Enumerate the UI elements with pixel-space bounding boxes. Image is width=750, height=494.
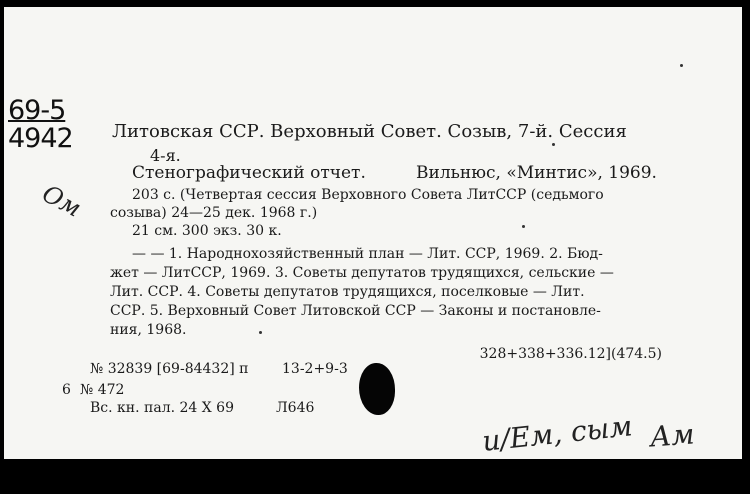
- subject-line-4: ССР. 5. Верховный Совет Литовской ССР — Законы и постановле-: [110, 303, 601, 319]
- entry-heading-continued: 4-я.: [150, 146, 181, 165]
- classification-index: 328+338+336.12](474.5): [479, 346, 662, 362]
- entry-size-line: 21 см. 300 экз. 30 к.: [132, 223, 282, 239]
- handwritten-signature: и/Ем, сым: [480, 409, 634, 458]
- entry-pages-line-2: созыва) 24—25 дек. 1968 г.): [110, 205, 318, 221]
- call-number-line-2: 4942: [8, 123, 73, 154]
- ink-blot: [359, 363, 395, 415]
- copy-number: № 472: [80, 382, 125, 398]
- call-number: [8, 97, 73, 153]
- catalog-card: [4, 7, 742, 459]
- entry-title: Стенографический отчет.: [132, 163, 366, 183]
- issue-line: Вс. кн. пал. 24 X 69: [90, 400, 234, 416]
- copy-prefix: 6: [62, 382, 71, 398]
- subject-line-1: — — 1. Народнохозяйственный план — Лит. ССР, 1969. 2. Бюд-: [132, 246, 603, 262]
- entry-heading: Литовская ССР. Верховный Совет. Созыв, 7-й. Сессия: [112, 121, 627, 142]
- subject-line-3: Лит. ССР. 4. Советы депутатов трудящихся, поселковые — Лит.: [110, 284, 585, 300]
- subject-line-5: ния, 1968.: [110, 322, 187, 338]
- speck: [259, 331, 262, 334]
- speck: [552, 143, 555, 146]
- handwritten-initials: Ам: [648, 417, 696, 454]
- classification-code: 13-2+9-3: [282, 361, 348, 377]
- entry-imprint: Вильнюс, «Минтис», 1969.: [416, 163, 657, 183]
- entry-pages-line: 203 с. (Четвертая сессия Верховного Совета ЛитССР (седьмого: [132, 187, 604, 203]
- call-number-line-1: 69-5: [8, 95, 66, 126]
- speck: [680, 64, 683, 67]
- handwritten-margin-mark: Ом: [37, 179, 86, 223]
- record-number: № 32839 [69-84432] п: [90, 361, 249, 377]
- speck: [522, 225, 525, 228]
- subject-line-2: жет — ЛитССР, 1969. 3. Советы депутатов трудящихся, сельские —: [110, 265, 614, 281]
- l-code: Л646: [276, 400, 315, 416]
